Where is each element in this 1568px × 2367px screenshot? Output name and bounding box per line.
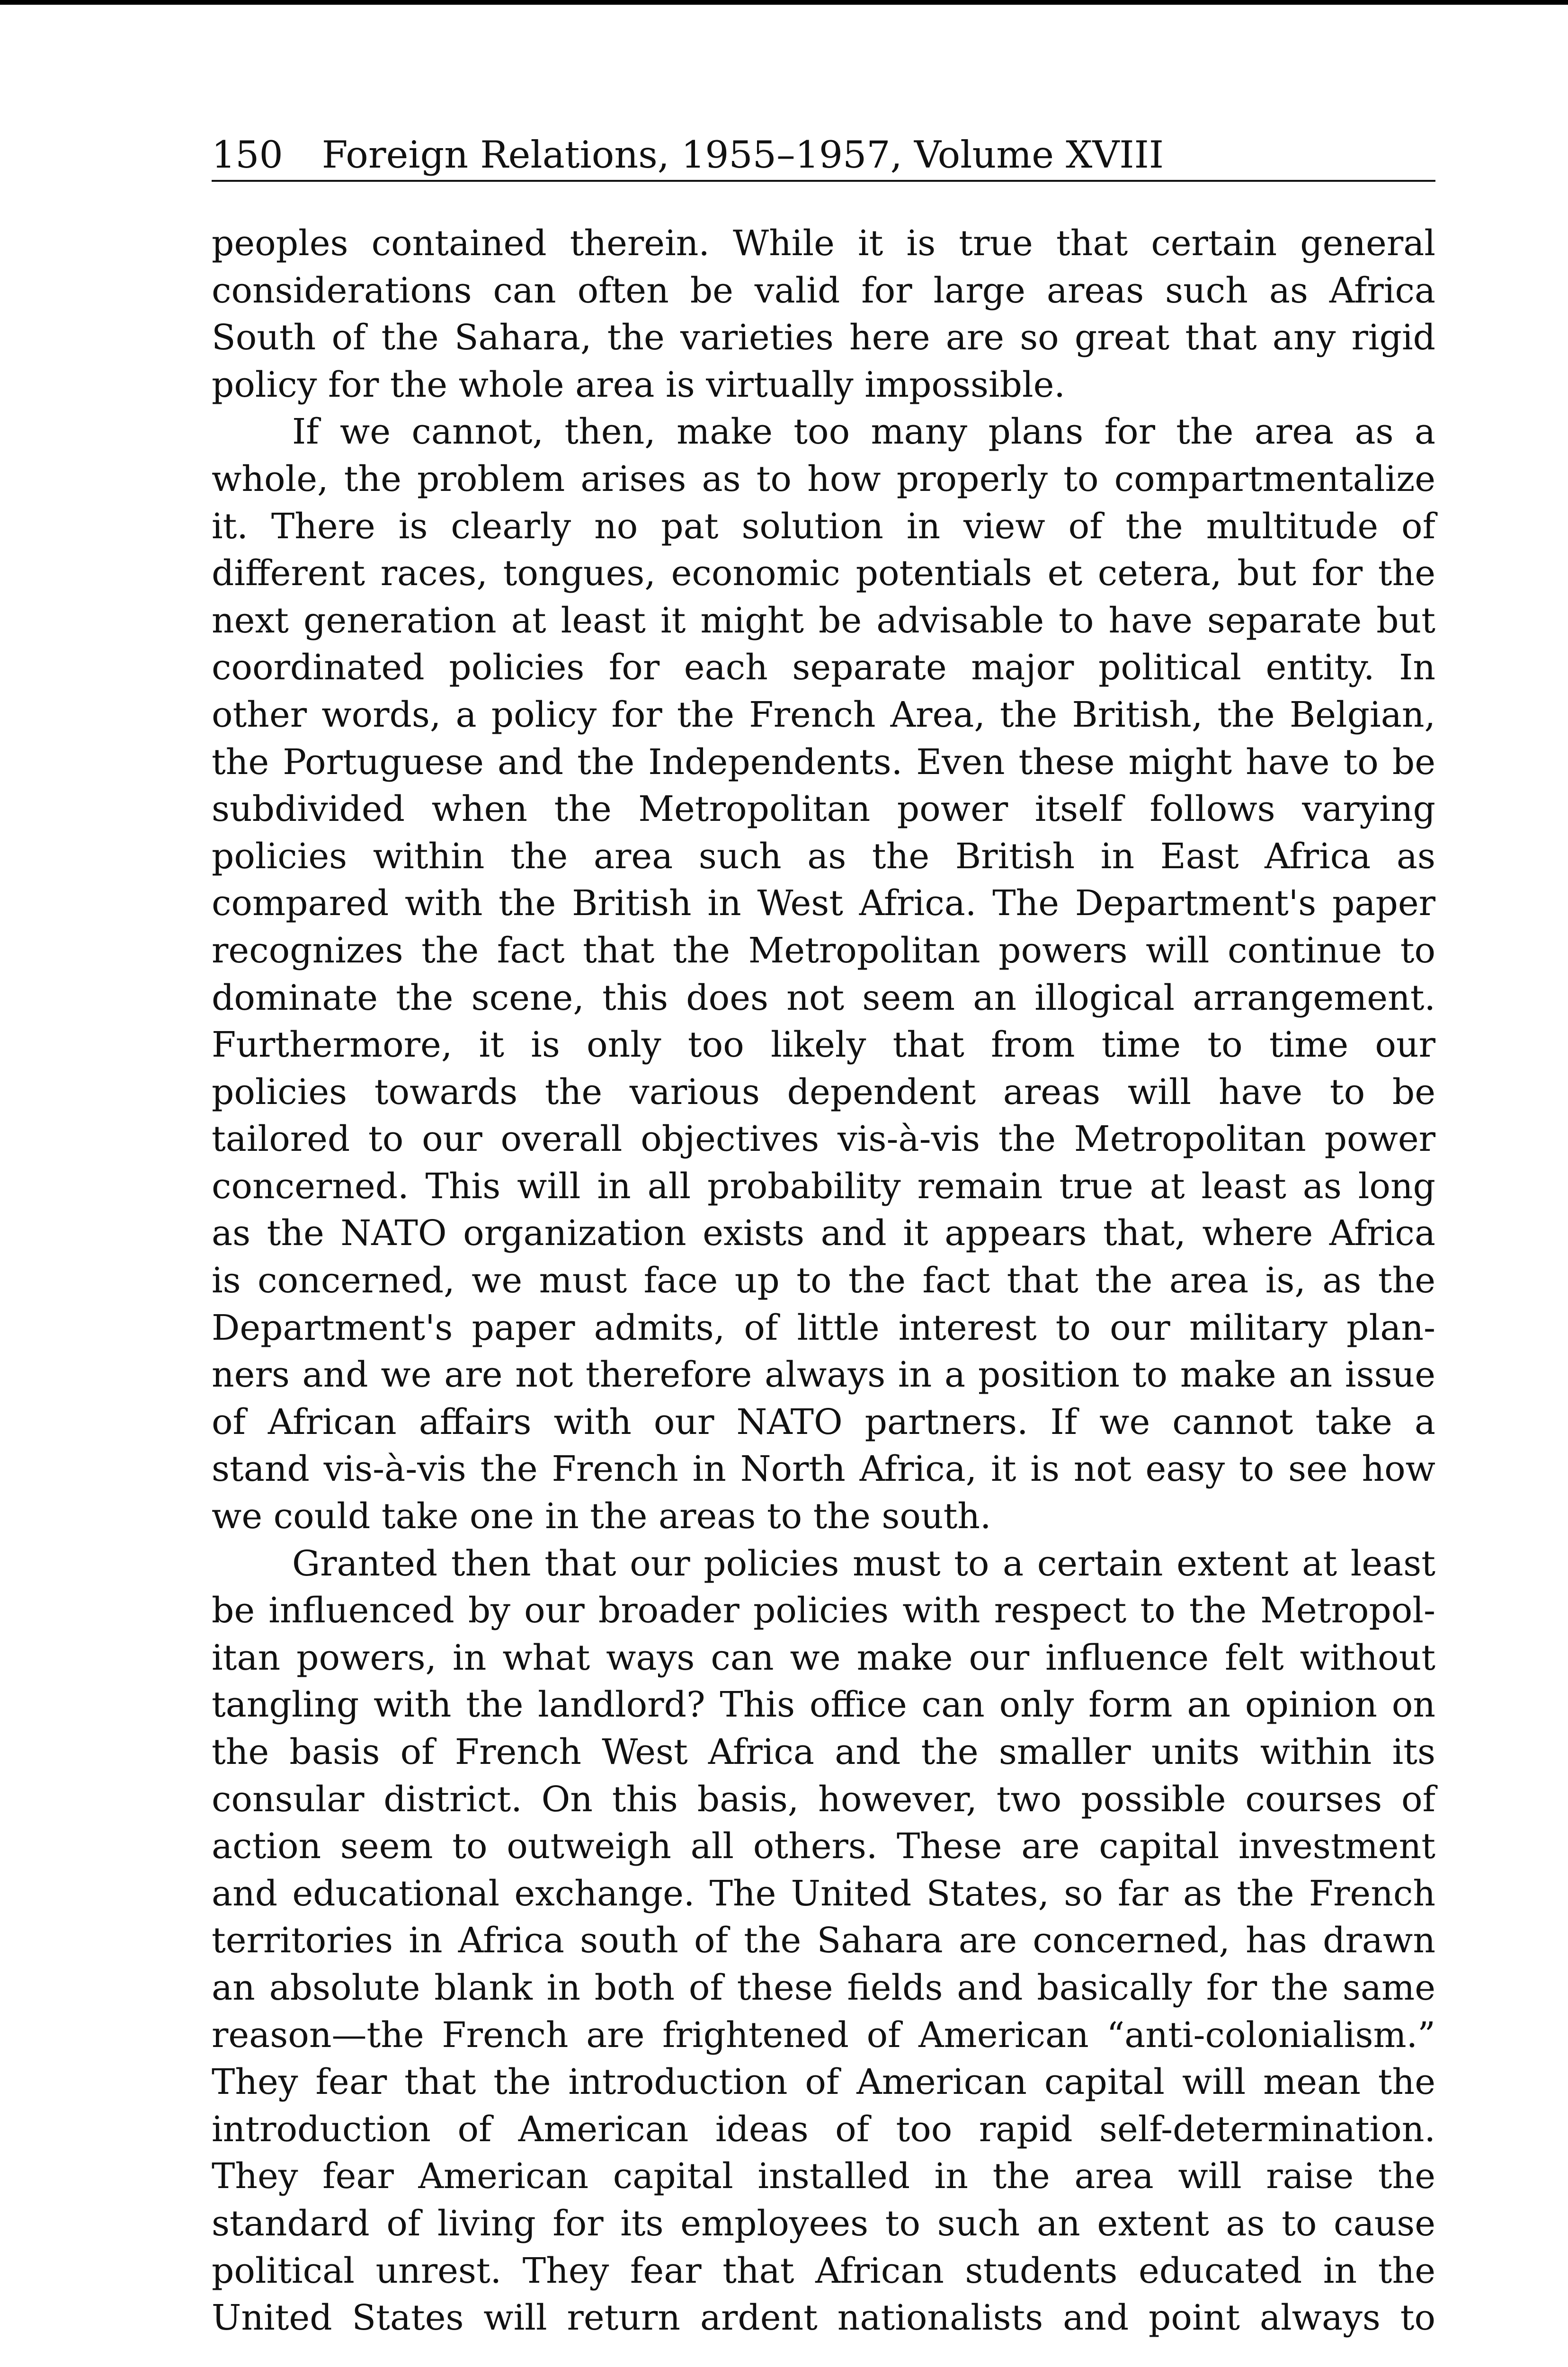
text-line: United States will return ardent nationalists and point always to — [212, 2297, 1435, 2339]
text-line: political unrest. They fear that African students educated in the — [212, 2250, 1435, 2291]
text-line: compared with the British in West Africa. The Department's paper — [212, 883, 1435, 924]
text-line: of African affairs with our NATO partners. If we cannot take a — [212, 1401, 1435, 1442]
paragraph — [212, 220, 1435, 409]
text-line: itan powers, in what ways can we make our influence felt without — [212, 1637, 1435, 1678]
text-line: recognizes the fact that the Metropolitan powers will continue to — [212, 930, 1435, 971]
text-line: standard of living for its employees to such an extent as to cause — [212, 2203, 1435, 2244]
page-number: 150 — [212, 133, 283, 177]
text-line: Granted then that our policies must to a certain extent at least — [292, 1543, 1435, 1584]
text-line: If we cannot, then, make too many plans for the area as a — [292, 411, 1435, 453]
text-line: They fear that the introduction of American capital will mean the — [212, 2062, 1435, 2103]
text-line: and educational exchange. The United States, so far as the French — [212, 1873, 1435, 1914]
text-line: coordinated policies for each separate major political entity. In — [212, 647, 1435, 688]
text-line: tangling with the landlord? This office can only form an opinion on — [212, 1684, 1435, 1726]
running-title: Foreign Relations, 1955–1957, Volume XVIII — [321, 133, 1164, 177]
text-line: be influenced by our broader policies with respect to the Metropol- — [212, 1590, 1435, 1631]
text-line: concerned. This will in all probability remain true at least as long — [212, 1166, 1435, 1207]
text-line: consular district. On this basis, however, two possible courses of — [212, 1779, 1435, 1820]
paragraph — [212, 1540, 1435, 2342]
text-line: They fear American capital installed in the area will raise the — [212, 2156, 1435, 2197]
text-line: different races, tongues, economic potentials et cetera, but for the — [212, 553, 1435, 594]
text-line: other words, a policy for the French Area, the British, the Belgian, — [212, 694, 1435, 735]
text-line: subdivided when the Metropolitan power itself follows varying — [212, 789, 1435, 830]
text-line: considerations can often be valid for large areas such as Africa — [212, 270, 1435, 311]
text-line: dominate the scene, this does not seem an illogical arrangement. — [212, 977, 1435, 1018]
text-line: it. There is clearly no pat solution in view of the multitude of — [212, 506, 1435, 547]
text-line: Department's paper admits, of little interest to our military plan- — [212, 1307, 1435, 1348]
top-edge-rule — [0, 0, 1568, 5]
text-line: South of the Sahara, the varieties here are so great that any rigid — [212, 317, 1435, 358]
text-line: policies towards the various dependent areas will have to be — [212, 1071, 1435, 1112]
text-line: we could take one in the areas to the south. — [212, 1496, 991, 1537]
text-line: territories in Africa south of the Sahara are concerned, has drawn — [212, 1920, 1435, 1961]
text-line: is concerned, we must face up to the fact that the area is, as the — [212, 1260, 1435, 1301]
text-line: stand vis-à-vis the French in North Africa, it is not easy to see how — [212, 1449, 1435, 1490]
text-line: whole, the problem arises as to how properly to compartmentalize — [212, 458, 1435, 499]
text-line: as the NATO organization exists and it appears that, where Africa — [212, 1213, 1435, 1254]
text-line: the Portuguese and the Independents. Even these might have to be — [212, 741, 1435, 783]
text-line: introduction of American ideas of too rapid self-determination. — [212, 2109, 1435, 2150]
text-line: an absolute blank in both of these fields and basically for the same — [212, 1967, 1435, 2008]
text-line: Furthermore, it is only too likely that from time to time our — [212, 1024, 1435, 1066]
text-line: action seem to outweigh all others. These are capital investment — [212, 1826, 1435, 1867]
text-line: ners and we are not therefore always in a position to make an issue — [212, 1354, 1435, 1396]
text-line: tailored to our overall objectives vis-à-vis the Metropolitan power — [212, 1119, 1435, 1160]
running-head — [212, 130, 1435, 182]
text-line: next generation at least it might be advisable to have separate but — [212, 600, 1435, 641]
text-line: policy for the whole area is virtually impossible. — [212, 364, 1065, 405]
paragraph — [212, 409, 1435, 1540]
text-line: reason—the French are frightened of American “anti-colonialism.” — [212, 2014, 1435, 2056]
body-text — [212, 220, 1435, 2342]
text-line: peoples contained therein. While it is true that certain general — [212, 223, 1435, 264]
text-line: the basis of French West Africa and the smaller units within its — [212, 1732, 1435, 1772]
text-line: policies within the area such as the British in East Africa as — [212, 836, 1435, 877]
